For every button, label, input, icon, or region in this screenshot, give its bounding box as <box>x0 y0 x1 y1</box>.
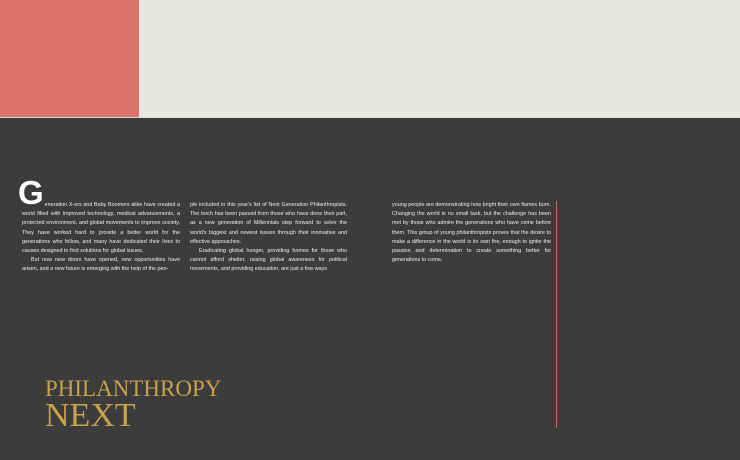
brand-logo <box>45 376 222 434</box>
article-column-3 <box>392 201 551 265</box>
article-paragraph: young people are demonstrating how bright their own flames burn. Changing the world is no small task, but the challenge has been met by those who admire the generations who have come before them. This group of young philanthropists proves that the desire to make a difference in the world is its own fire, enough to ignite the passion and determination to create something better for generations to come. <box>392 202 551 264</box>
paragraph-text: eneration X-ers and Baby Boomers alike have created a world filled with improved technology, medical advancements, a protected environment, and global movements to improve society. They have worked hard to provide a better world for the generations who follow, and many have dedicated their lives to causes designed to find solutions for global issues. <box>22 202 180 255</box>
article-column-1 <box>18 174 180 275</box>
header-coral-block <box>0 0 139 118</box>
article-paragraph: Eradicating global hunger, providing homes for those who cannot afford shelter, raising global awareness for political movements, and providing education, are just a few ways <box>190 248 347 273</box>
drop-cap: G <box>18 174 44 211</box>
brand-line-next: NEXT <box>45 397 136 434</box>
brand-line-philanthropy: PHILANTHROPY <box>45 376 222 401</box>
article-paragraph: ple included in this year's list of Next Generation Philanthropists. The torch has been passed from those who have done their part, as a new generation of Millennials step forward to solve the world's biggest and newest issues through their innovative and effective approaches. <box>190 202 347 245</box>
article-paragraph: But now new doors have opened, new opportunities have arisen, and a new future is emerging with the help of the peo- <box>22 257 180 273</box>
article-column-2 <box>190 201 347 275</box>
header-divider <box>0 117 740 118</box>
vertical-rule <box>556 201 557 428</box>
article-paragraph <box>18 174 180 256</box>
header-light-block <box>139 0 740 118</box>
